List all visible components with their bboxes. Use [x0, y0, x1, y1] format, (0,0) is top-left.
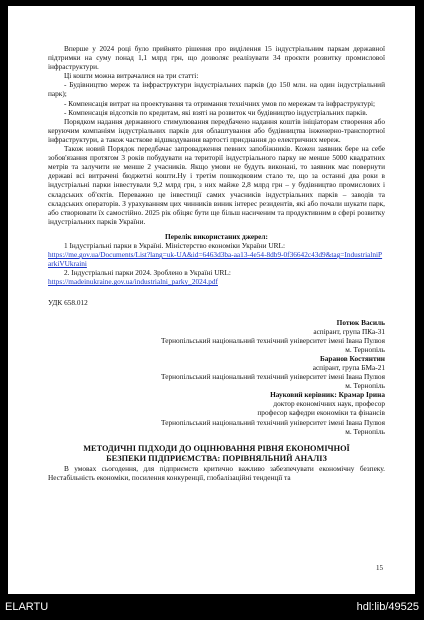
list-item: - Компенсація відсотків по кредитам, які взяті на розвиток чи будівництво індустріальних парків. [64, 107, 368, 117]
supervisor-block [48, 390, 385, 435]
author-detail: Тернопільський національний технічний університет імені Івана Пулюя [161, 372, 385, 382]
handle-id: hdl:lib/49525 [356, 601, 419, 613]
author-name: Потюк Василь [336, 317, 385, 327]
author-block [48, 318, 385, 354]
author-block [48, 354, 385, 390]
list-item: - Будівництво мереж та інфраструктури індустріальних парків (до 150 млн. на один індустріальний парк); [48, 80, 385, 99]
paragraph: Ці кошти можна витрачалися на три статті: [64, 71, 199, 81]
article-title: МЕТОДИЧНІ ПІДХОДИ ДО ОЦІНЮВАННЯ РІВНЯ ЕКОНОМІЧНОЇ БЕЗПЕКИ ПІДПРИЄМСТВА: ПОРІВНЯЛЬНИЙ АНАЛІЗ [83, 443, 350, 463]
reference-text: 1 Індустріальні парки в Україні. Міністерство економіки України URL: [64, 240, 285, 250]
author-name: Баранов Костянтин [319, 353, 385, 363]
references-title: Перелік використаних джерел: [165, 231, 268, 241]
reference-text: 2. Індустріальні парки 2024. Зроблено в Україні URL: [64, 268, 231, 278]
supervisor-detail: доктор економічних наук, професор [273, 399, 385, 409]
paragraph: Також новий Порядок передбачає запровадження певних запобіжників. Кожен заявник бере на себе зобов'язання протягом 3 років побудувати на території індустріального парку не менше 5000 квадратних метрів та залучити не менше 2 учасників. Якщо умови не будуть виконані, то заявник має повернути державі всі витрачені бюджетні кошти.Ну і третім пошкодковим стало те, що за останні два роки в індустріальні парки інвестували 9,2 млрд грн, з них майже 2,8 млрд грн – у будівництво промислових і складських об'єктів. Переважно це інвестиції самих учасників індустріальних парків – заводів та складських операторів. З урахуванням цих чинників виник інтерес резидентів, які або почали шукати парк, або створювати їх самостійно. 2025 рік обіцяє бути ще більш насиченим та продуктивним в сфері розвитку індустріальних парків України. [48, 144, 385, 226]
supervisor-detail: професор кафедри економіки та фінансів [257, 408, 385, 418]
page-number: 15 [376, 564, 383, 572]
author-detail: аспірант, група ПКа-31 [313, 326, 385, 336]
reference-item [48, 268, 385, 286]
author-detail: Тернопільський національний технічний університет імені Івана Пулюя [161, 335, 385, 345]
reference-link[interactable]: https://madeinukraine.gov.ua/industrialni_parky_2024.pdf [48, 277, 218, 287]
repository-name: ELARTU [5, 601, 49, 613]
list-item: - Компенсація витрат на проектування та отримання технічних умов по мережам та інфраструктурі; [64, 98, 376, 108]
paragraph: Порядком надання державного стимулювання передбачено надання коштів ініціаторам створення або керуючим компаніям індустріальних парків для облаштування або будівництва інженерно-транспортної інфраструктури, а також часткове відшкодування вартості приєднання до електричних мереж. [48, 116, 385, 144]
paragraph: Вперше у 2024 році було прийнято рішення про виділення 15 індустріальним паркам державної підтримки на суму понад 1,1 млрд грн, що дозволяє реалізувати 34 проєкти розвитку промислової інфраструктури. [48, 44, 385, 72]
reference-link[interactable]: https://me.gov.ua/Documents/List?lang=uk-UA&id=6463d3ba-aa13-4e54-8db9-0f36642c43d9&tag=IndustrialniParkiVUkraini [48, 250, 383, 269]
author-detail: м. Тернопіль [345, 381, 385, 391]
udk-code: УДК 658.012 [48, 298, 88, 308]
document-page [8, 6, 415, 594]
paragraph: В умовах сьогодення, для підприємств критично важливо забезпечувати економічну безпеку. Нестабільність економіки, посилення конкуренції, глобалізаційні тенденції та [48, 463, 385, 482]
author-detail: аспірант, група БМа-21 [312, 363, 385, 372]
supervisor-detail: Тернопільський національний технічний університет імені Івана Пулюя [161, 417, 385, 427]
supervisor-name: Науковий керівник: Крамар Ірина [270, 390, 385, 400]
reference-item [48, 241, 385, 268]
supervisor-detail: м. Тернопіль [345, 426, 385, 436]
author-detail: м. Тернопіль [345, 344, 385, 354]
footer-bar [0, 594, 424, 620]
